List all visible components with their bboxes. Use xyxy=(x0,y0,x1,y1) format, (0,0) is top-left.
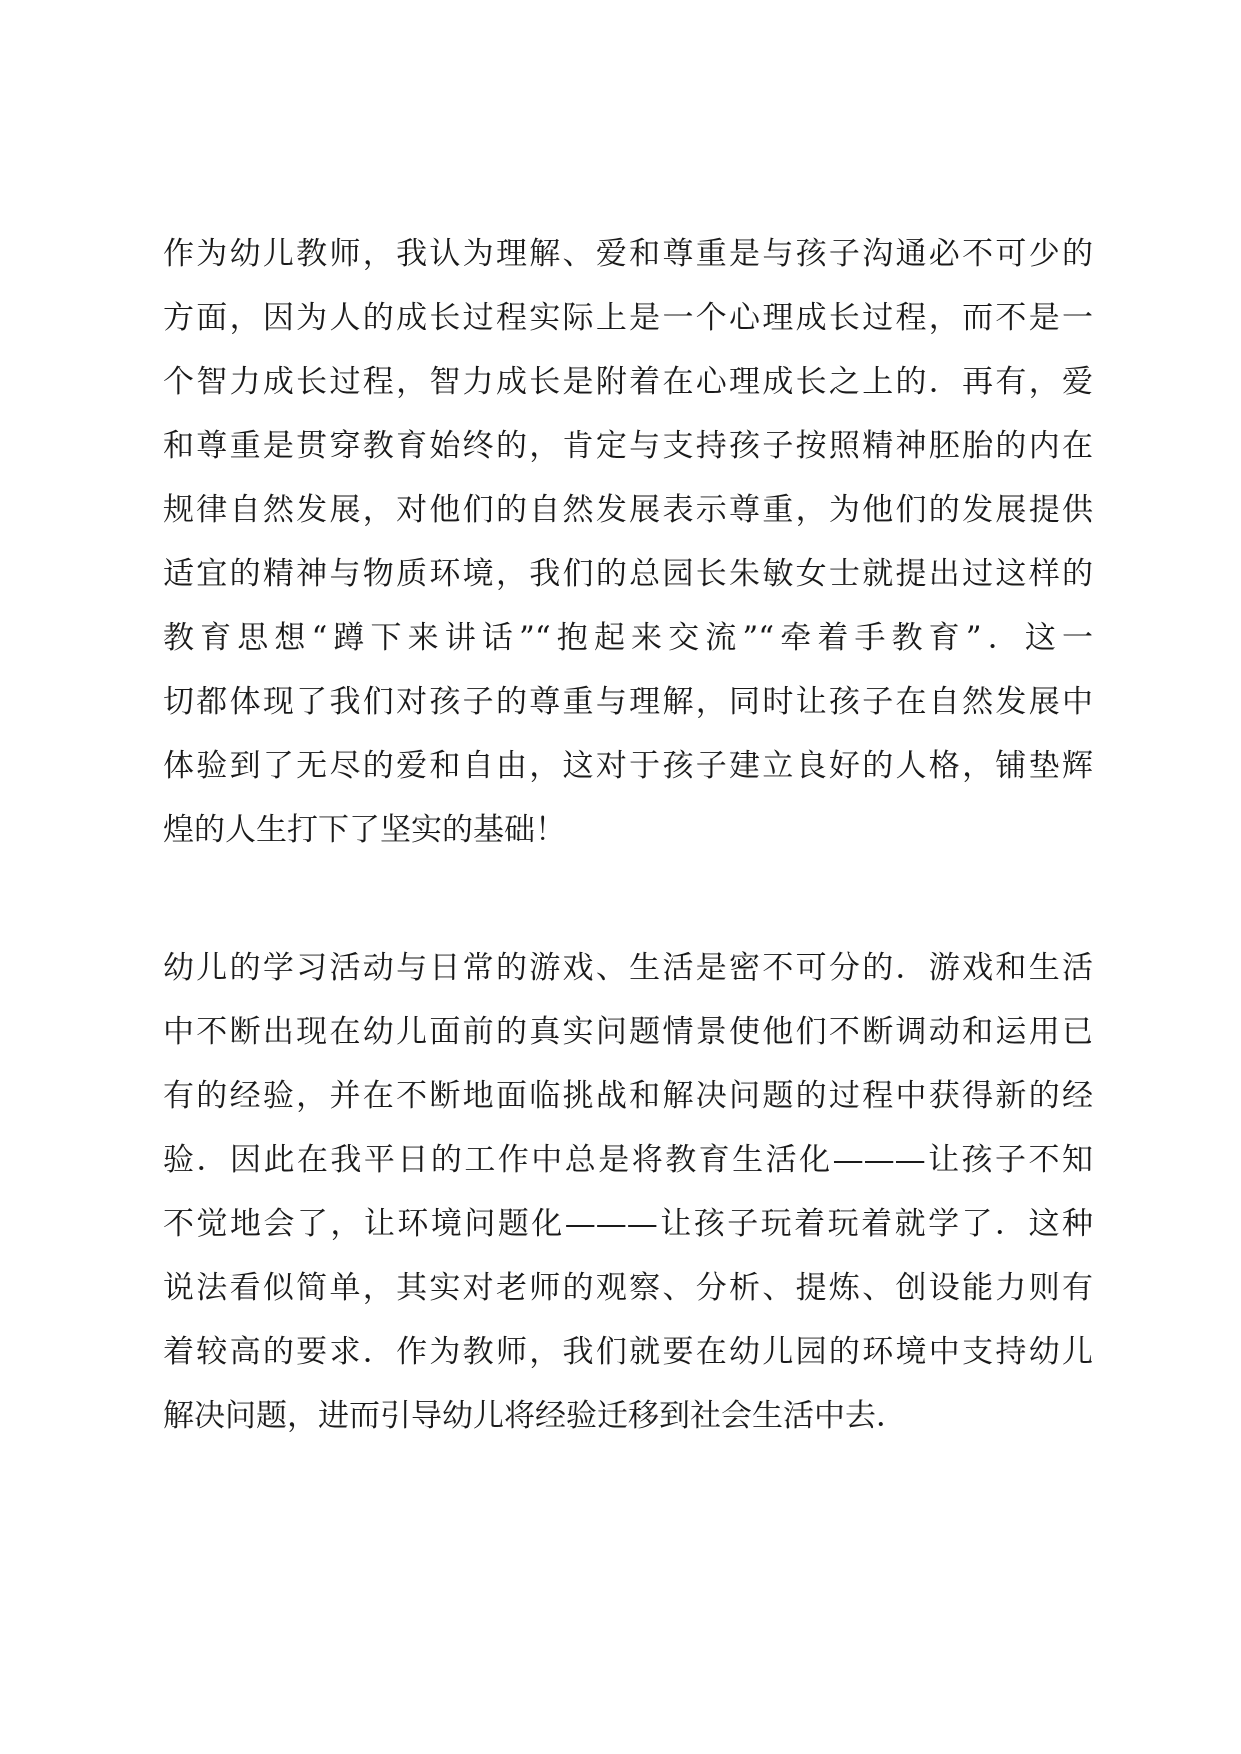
text-line: 作为幼儿教师，我认为理解、爱和尊重是与孩子沟通必不可少的 xyxy=(163,236,1093,272)
text-line: 个智力成长过程，智力成长是附着在心理成长之上的．再有，爱 xyxy=(163,364,1093,400)
text-line: 体验到了无尽的爱和自由，这对于孩子建立良好的人格，铺垫辉 xyxy=(163,748,1093,784)
text-line: 幼儿的学习活动与日常的游戏、生活是密不可分的．游戏和生活 xyxy=(163,950,1093,986)
text-line: 说法看似简单，其实对老师的观察、分析、提炼、创设能力则有 xyxy=(163,1270,1093,1306)
text-line: 适宜的精神与物质环境，我们的总园长朱敏女士就提出过这样的 xyxy=(163,556,1093,592)
text-line: 中不断出现在幼儿面前的真实问题情景使他们不断调动和运用已 xyxy=(163,1014,1093,1050)
paragraph-respect-and-love xyxy=(163,222,1093,862)
text-line: 方面，因为人的成长过程实际上是一个心理成长过程，而不是一 xyxy=(163,300,1093,336)
text-line: 有的经验，并在不断地面临挑战和解决问题的过程中获得新的经 xyxy=(163,1078,1093,1114)
text-line: 验．因此在我平日的工作中总是将教育生活化———让孩子不知 xyxy=(163,1142,1093,1178)
text-line: 切都体现了我们对孩子的尊重与理解，同时让孩子在自然发展中 xyxy=(163,684,1093,720)
text-line: 煌的人生打下了坚实的基础！ xyxy=(163,812,566,848)
text-line: 规律自然发展，对他们的自然发展表示尊重，为他们的发展提供 xyxy=(163,492,1093,528)
text-line: 不觉地会了，让环境问题化———让孩子玩着玩着就学了．这种 xyxy=(163,1206,1093,1242)
text-line: 着较高的要求．作为教师，我们就要在幼儿园的环境中支持幼儿 xyxy=(163,1334,1093,1370)
text-line: 和尊重是贯穿教育始终的，肯定与支持孩子按照精神胚胎的内在 xyxy=(163,428,1093,464)
text-line: 教育思想“蹲下来讲话”“抱起来交流”“牵着手教育”．这一 xyxy=(163,620,1093,656)
text-line: 解决问题，进而引导幼儿将经验迁移到社会生活中去． xyxy=(163,1398,907,1434)
paragraph-learning-and-play xyxy=(163,936,1093,1448)
